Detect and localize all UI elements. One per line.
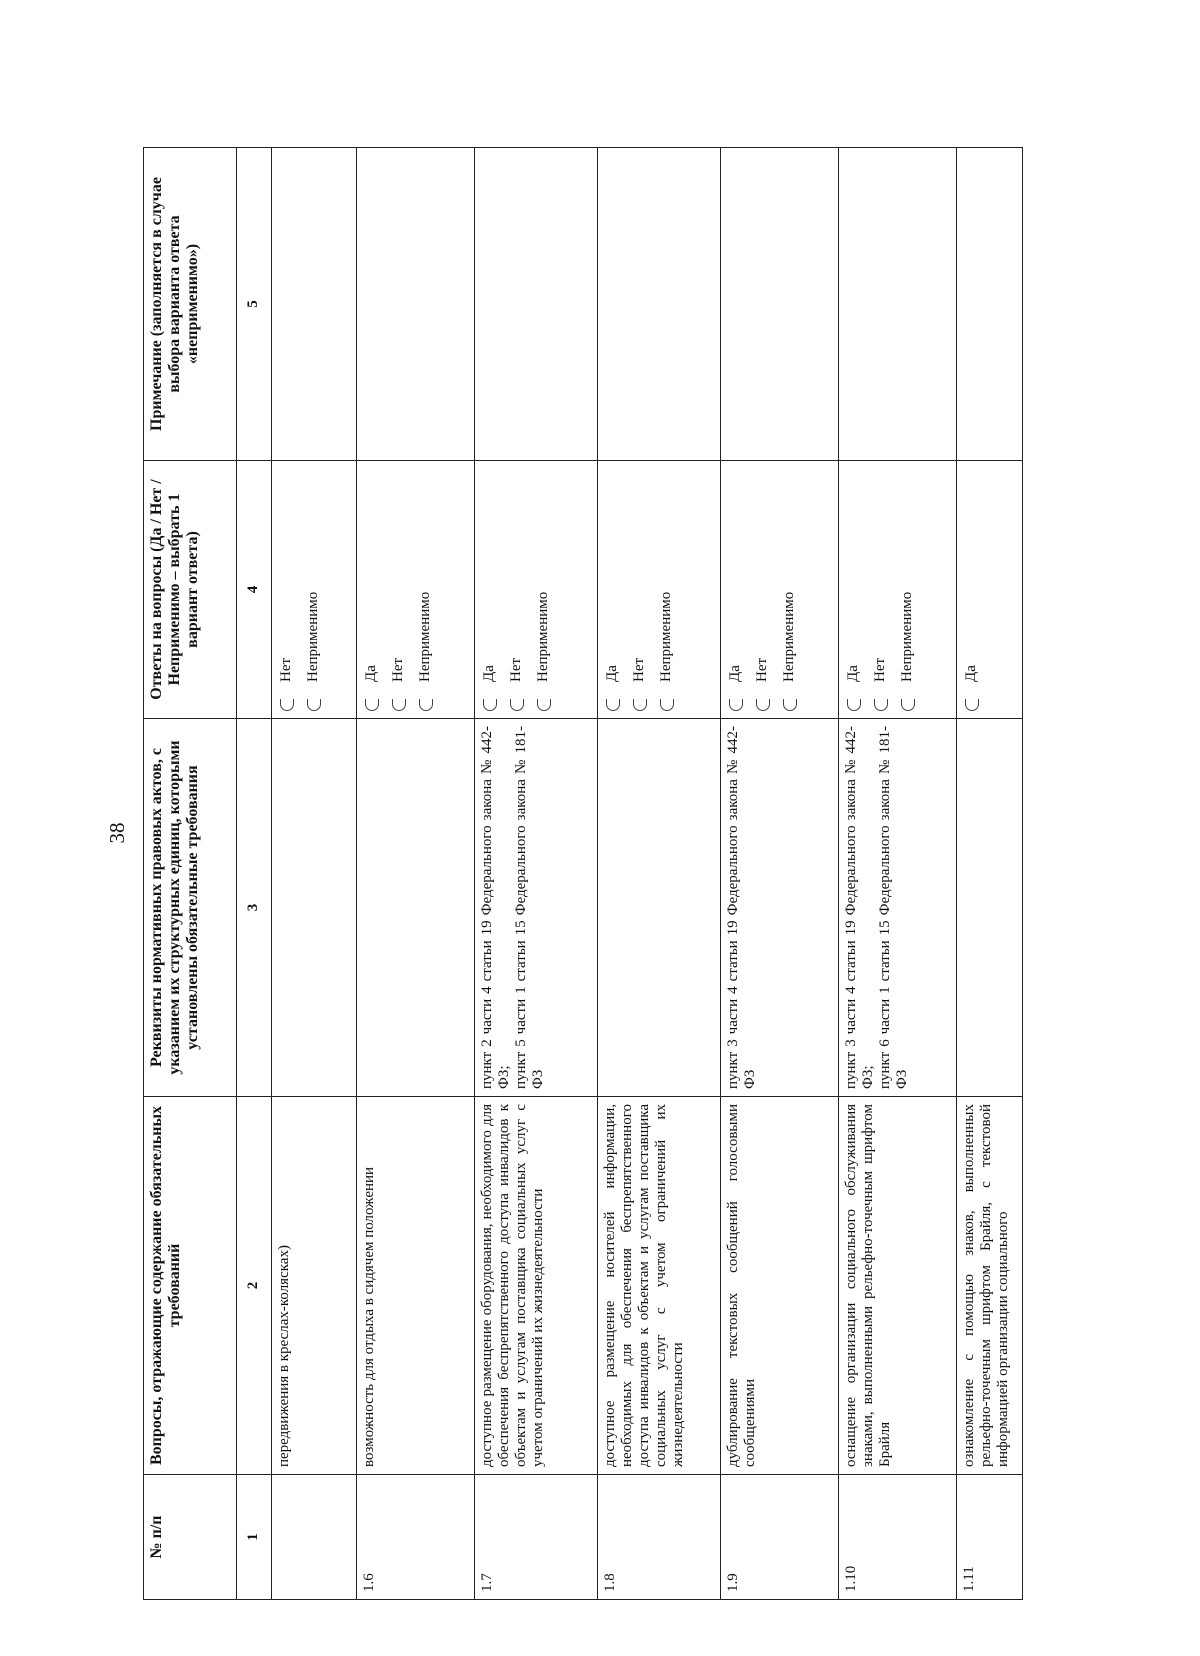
row-note[interactable] — [957, 148, 1023, 461]
answer-option[interactable] — [604, 468, 621, 711]
column-index: 2 — [237, 1097, 272, 1475]
answer-option[interactable] — [754, 468, 771, 711]
answer-label: Неприменимо — [535, 591, 552, 682]
answer-label: Нет — [390, 657, 407, 682]
radio-icon[interactable] — [365, 699, 379, 711]
radio-icon[interactable] — [392, 699, 406, 711]
ref-line: пункт 2 части 4 статьи 19 Федерального закона № 442-ФЗ; — [479, 726, 513, 1089]
radio-icon[interactable] — [419, 699, 433, 711]
radio-icon[interactable] — [783, 699, 797, 711]
row-number: 1.11 — [957, 1475, 1023, 1600]
radio-icon[interactable] — [606, 699, 620, 711]
row-note[interactable] — [272, 148, 357, 461]
answer-option[interactable] — [278, 468, 295, 711]
header-answers: Ответы на вопросы (Да / Нет / Неприменимо – выбрать 1 вариант ответа) — [144, 461, 237, 719]
header-row — [144, 148, 237, 1600]
row-answers — [957, 461, 1023, 719]
answer-label: Да — [363, 665, 379, 682]
answer-label: Нет — [872, 657, 889, 682]
table-row — [357, 148, 475, 1600]
answer-label: Нет — [754, 657, 771, 682]
table-row — [957, 148, 1023, 1600]
row-note[interactable] — [475, 148, 598, 461]
column-index-row — [237, 148, 272, 1600]
answer-label: Да — [604, 665, 620, 682]
row-note[interactable] — [721, 148, 839, 461]
header-question: Вопросы, отражающие содержание обязательных требований — [144, 1097, 237, 1475]
answer-option[interactable] — [727, 468, 744, 711]
column-index: 5 — [237, 148, 272, 461]
answer-option[interactable] — [631, 468, 648, 711]
row-answers — [272, 461, 357, 719]
answer-option[interactable] — [781, 468, 798, 711]
column-index: 3 — [237, 719, 272, 1097]
row-question: передвижения в креслах-колясках) — [272, 1097, 357, 1475]
row-answers — [721, 461, 839, 719]
row-number: 1.9 — [721, 1475, 839, 1600]
row-answers — [598, 461, 721, 719]
row-number: 1.6 — [357, 1475, 475, 1600]
ref-line: пункт 5 части 1 статьи 15 Федерального закона № 181-ФЗ — [513, 726, 547, 1089]
answer-option[interactable] — [872, 468, 889, 711]
row-refs — [475, 719, 598, 1097]
radio-icon[interactable] — [756, 699, 770, 711]
answer-label: Да — [727, 665, 743, 682]
row-question: оснащение организации социального обслуживания знаками, выполненными рельефно-точечным шрифтом Брайля — [839, 1097, 957, 1475]
answer-option[interactable] — [305, 468, 322, 711]
row-answers — [357, 461, 475, 719]
page-number: 38 — [105, 822, 129, 844]
answer-label: Нет — [631, 657, 648, 682]
answer-option[interactable] — [658, 468, 675, 711]
header-refs: Реквизиты нормативных правовых актов, с указанием их структурных единиц, которыми установлены обязательные требования — [144, 719, 237, 1097]
answer-label: Нет — [508, 657, 525, 682]
answer-label: Нет — [278, 657, 294, 682]
column-index: 1 — [237, 1475, 272, 1600]
header-note: Примечание (заполняется в случае выбора варианта ответа «неприменимо») — [144, 148, 237, 461]
ref-line: пункт 3 части 4 статьи 19 Федерального закона № 442-ФЗ; — [843, 726, 877, 1089]
table-row — [475, 148, 598, 1600]
table-row — [598, 148, 721, 1600]
answer-label: Неприменимо — [658, 591, 675, 682]
row-number — [272, 1475, 357, 1600]
row-refs — [272, 719, 357, 1097]
answer-option[interactable] — [535, 468, 552, 711]
radio-icon[interactable] — [537, 699, 551, 711]
radio-icon[interactable] — [280, 699, 294, 711]
header-num: № п/п — [144, 1475, 237, 1600]
answer-option[interactable] — [899, 468, 916, 711]
row-answers — [839, 461, 957, 719]
requirements-table — [143, 147, 1023, 1600]
table-row — [272, 148, 357, 1600]
radio-icon[interactable] — [901, 699, 915, 711]
radio-icon[interactable] — [729, 699, 743, 711]
column-index: 4 — [237, 461, 272, 719]
row-refs — [721, 719, 839, 1097]
row-question: дублирование текстовых сообщений голосовыми сообщениями — [721, 1097, 839, 1475]
radio-icon[interactable] — [633, 699, 647, 711]
answer-option[interactable] — [417, 468, 434, 711]
row-refs — [357, 719, 475, 1097]
row-number: 1.10 — [839, 1475, 957, 1600]
row-refs — [839, 719, 957, 1097]
table-row — [721, 148, 839, 1600]
table-body — [272, 148, 1023, 1600]
answer-option[interactable] — [390, 468, 407, 711]
row-note[interactable] — [839, 148, 957, 461]
row-number: 1.8 — [598, 1475, 721, 1600]
answer-label: Да — [845, 665, 861, 682]
row-question: доступное размещение оборудования, необходимого для обеспечения беспрепятственного доступа инвалидов к объектам и услугам поставщика социальных услуг с учетом ограничений их жизнедеятельности — [475, 1097, 598, 1475]
row-number: 1.7 — [475, 1475, 598, 1600]
row-question: возможность для отдыха в сидячем положении — [357, 1097, 475, 1475]
answer-label: Неприменимо — [899, 591, 916, 682]
row-refs — [957, 719, 1023, 1097]
row-note[interactable] — [598, 148, 721, 461]
answer-label: Да — [963, 665, 979, 682]
row-question: ознакомление с помощью знаков, выполненных рельефно-точечным шрифтом Брайля, с текстовой информацией организации социального — [957, 1097, 1023, 1475]
answer-label: Да — [481, 665, 497, 682]
table-row — [839, 148, 957, 1600]
rotated-page-content — [143, 148, 1095, 1600]
radio-icon[interactable] — [307, 699, 321, 711]
ref-line: пункт 3 части 4 статьи 19 Федерального закона № 442-ФЗ — [725, 726, 759, 1089]
radio-icon[interactable] — [510, 699, 524, 711]
row-refs — [598, 719, 721, 1097]
row-question: доступное размещение носителей информации, необходимых для обеспечения беспрепятственного доступа инвалидов к объектам и услугам поставщика социальных услуг с учетом ограничений их жизнедеятельности — [598, 1097, 721, 1475]
answer-label: Неприменимо — [781, 591, 798, 682]
answer-label: Неприменимо — [305, 591, 322, 682]
ref-line: пункт 6 части 1 статьи 15 Федерального закона № 181-ФЗ — [877, 726, 911, 1089]
answer-option[interactable] — [363, 468, 380, 711]
row-note[interactable] — [357, 148, 475, 461]
radio-icon[interactable] — [483, 699, 497, 711]
answer-option[interactable] — [845, 468, 862, 711]
row-answers — [475, 461, 598, 719]
radio-icon[interactable] — [965, 699, 979, 711]
radio-icon[interactable] — [874, 699, 888, 711]
answer-option[interactable] — [508, 468, 525, 711]
radio-icon[interactable] — [847, 699, 861, 711]
answer-option[interactable] — [481, 468, 498, 711]
answer-label: Неприменимо — [417, 591, 434, 682]
answer-option[interactable] — [963, 468, 980, 711]
radio-icon[interactable] — [660, 699, 674, 711]
